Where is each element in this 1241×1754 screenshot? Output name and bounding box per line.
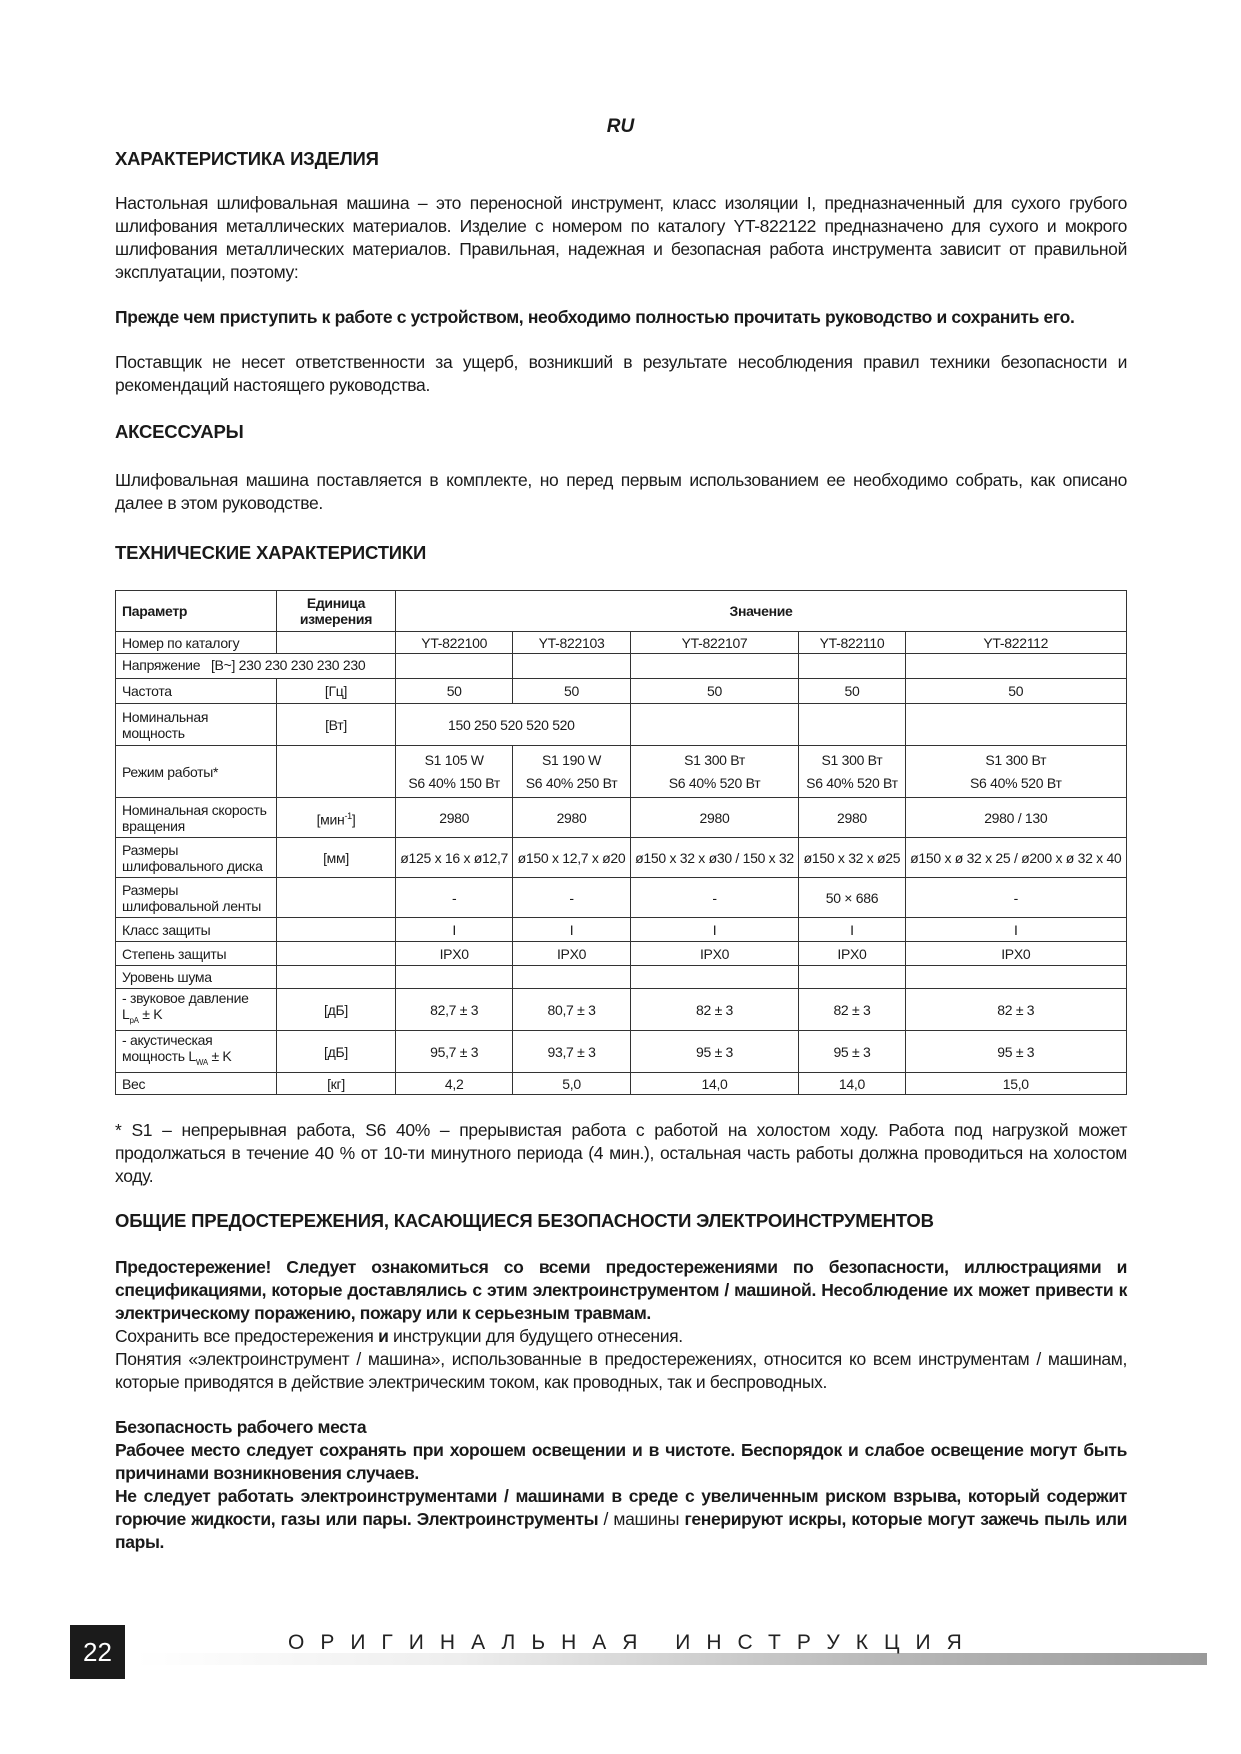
value-cell: I (396, 918, 513, 942)
empty-cell (513, 654, 630, 679)
row-unit (277, 942, 396, 966)
value-cell: 4,2 (396, 1073, 513, 1095)
value-cell: 82 ± 3 (905, 989, 1126, 1031)
safety-keep-and: и (378, 1326, 389, 1346)
mode-s1: S1 190 W (542, 752, 602, 768)
value-cell: - (630, 878, 799, 918)
value-cell: 50 (630, 679, 799, 704)
table-row-ip (116, 942, 1127, 966)
safety-keep-instructions (115, 1325, 1127, 1348)
tech-specs-heading: ТЕХНИЧЕСКИЕ ХАРАКТЕРИСТИКИ (115, 542, 427, 563)
pressure-sub: pA (129, 1015, 139, 1025)
value-cell: 50 (513, 679, 630, 704)
table-row-disc (116, 838, 1127, 878)
value-cell: ø125 x 16 x ø12,7 (396, 838, 513, 878)
value-cell: 95 ± 3 (905, 1031, 1126, 1073)
mode-cell (396, 746, 513, 798)
table-row-power (116, 704, 1127, 746)
empty-cell (905, 966, 1126, 989)
row-label: Уровень шума (116, 966, 277, 989)
voltage-cell (116, 654, 396, 679)
row-label (116, 1031, 277, 1073)
row-label: Вес (116, 1073, 277, 1095)
footer-title: ОРИГИНАЛЬНАЯ ИНСТРУКЦИЯ (288, 1631, 978, 1654)
spec-table (115, 590, 1127, 1095)
pressure-tol: ± K (142, 1006, 163, 1023)
mode-s6: S6 40% 250 Вт (525, 775, 618, 791)
safety-warning: Предостережение! Следует ознакомиться со всеми предостережениями по безопасности, иллюстрациями и спецификациями, которые доставлялись с этим электроинструментом / машиной. Несоблюдение их может привести к электрическому поражению, пожару или к серьезным травмам. (115, 1257, 1127, 1323)
row-unit (277, 798, 396, 838)
value-cell: 50 (799, 679, 905, 704)
mode-cell (799, 746, 905, 798)
language-code: RU (606, 116, 635, 137)
row-label: Размеры шлифовального диска (116, 838, 277, 878)
acoustic-label: - акустическая мощность (122, 1032, 213, 1065)
value-cell: I (799, 918, 905, 942)
empty-cell (513, 966, 630, 989)
header-unit: Единица измерения (277, 591, 396, 632)
row-label: Напряжение (122, 657, 201, 673)
accessories-text: Шлифовальная машина поставляется в комплекте, но перед первым использованием ее необходимо собрать, как описано далее в этом руководстве. (115, 470, 1127, 513)
value-cell: 80,7 ± 3 (513, 989, 630, 1031)
empty-cell (630, 966, 799, 989)
value-cell: 95 ± 3 (630, 1031, 799, 1073)
table-row-frequency (116, 679, 1127, 704)
safety-keep-text: Сохранить все предостережения (115, 1326, 374, 1346)
row-label: Номинальная скорость вращения (116, 798, 277, 838)
pressure-symbol: L (122, 1006, 130, 1023)
row-label: Номинальная мощность (116, 704, 277, 746)
mode-s6: S6 40% 150 Вт (408, 775, 500, 791)
safety-heading: ОБЩИЕ ПРЕДОСТЕРЕЖЕНИЯ, КАСАЮЩИЕСЯ БЕЗОПАСНОСТИ ЭЛЕКТРОИНСТРУМЕНТОВ (115, 1210, 934, 1231)
value-cell: 14,0 (799, 1073, 905, 1095)
supplier-disclaimer: Поставщик не несет ответственности за ущерб, возникший в результате несоблюдения правил техники безопасности и рекомендаций настоящего руководства. (115, 352, 1127, 395)
workplace-heading: Безопасность рабочего места (115, 1417, 367, 1437)
table-row-acoustic (116, 1031, 1127, 1073)
header-param: Параметр (116, 591, 277, 632)
power-values-cell (396, 704, 631, 746)
value-cell: 2980 / 130 (905, 798, 1126, 838)
row-unit (277, 746, 396, 798)
row-unit: [Гц] (277, 679, 396, 704)
read-manual-warning: Прежде чем приступить к работе с устройством, необходимо полностью прочитать руководство и сохранить его. (115, 307, 1075, 327)
row-unit (277, 878, 396, 918)
value-cell: I (513, 918, 630, 942)
table-header-row (116, 591, 1127, 632)
value-cell: IPX0 (630, 942, 799, 966)
mode-s6: S6 40% 520 Вт (970, 775, 1062, 791)
mode-s1: S1 300 Вт (821, 752, 883, 768)
row-unit (277, 632, 396, 654)
workplace-text-2c: генерируют искры, которые могут зажечь пыль или пары. (115, 1509, 1127, 1552)
value-cell: 2980 (630, 798, 799, 838)
value-cell: 82 ± 3 (630, 989, 799, 1031)
value-cell: IPX0 (905, 942, 1126, 966)
row-label: Класс защиты (116, 918, 277, 942)
empty-cell (396, 966, 513, 989)
table-footnote: * S1 – непрерывная работа, S6 40% – прерывистая работа с работой на холостом ходу. Работа под нагрузкой может продолжаться в течение 40 % от 10-ти минутного периода (4 мин.), остальная часть работы должна проводиться на холостом ходу. (115, 1120, 1127, 1186)
page-number: 22 (70, 1625, 125, 1679)
acoustic-sub: WA (195, 1057, 208, 1067)
mode-s6: S6 40% 520 Вт (668, 775, 761, 791)
acoustic-symbol: L (188, 1048, 196, 1065)
value-cell: 2980 (396, 798, 513, 838)
row-label: Частота (116, 679, 277, 704)
row-unit: [дБ] (277, 989, 396, 1031)
value-cell: 14,0 (630, 1073, 799, 1095)
mode-s1: S1 300 Вт (684, 752, 745, 768)
value-cell: - (396, 878, 513, 918)
speed-unit-end: ] (351, 811, 356, 828)
model-cell: YT-822103 (513, 632, 630, 654)
row-label: Размеры шлифовальной ленты (116, 878, 277, 918)
value-cell: 95,7 ± 3 (396, 1031, 513, 1073)
workplace-text-2a: Не следует работать электроинструментами / машинами в среде с увеличенным риском взрыва, который содержит горючие жидкости, газы или пары. Электроинструменты (115, 1486, 1127, 1529)
table-row-voltage (116, 654, 1127, 679)
row-label (116, 989, 277, 1031)
empty-cell (799, 966, 905, 989)
header-value: Значение (396, 591, 1127, 632)
table-row-pressure (116, 989, 1127, 1031)
empty-cell (396, 654, 513, 679)
workplace-text-2b: / машины (603, 1509, 680, 1529)
row-unit: [дБ] (277, 1031, 396, 1073)
row-unit (277, 918, 396, 942)
value-cell: 82,7 ± 3 (396, 989, 513, 1031)
workplace-text-1: Рабочее место следует сохранять при хорошем освещении и в чистоте. Беспорядок и слабое освещение могут быть причинами возникновения случаев. (115, 1440, 1127, 1483)
empty-cell (630, 704, 799, 746)
value-cell: ø150 x 32 x ø30 / 150 x 32 (630, 838, 799, 878)
model-cell: YT-822100 (396, 632, 513, 654)
value-cell: I (630, 918, 799, 942)
row-unit: [кг] (277, 1073, 396, 1095)
empty-cell (799, 654, 905, 679)
page-footer (0, 1625, 1241, 1685)
value-cell: 50 (905, 679, 1126, 704)
value-cell: 15,0 (905, 1073, 1126, 1095)
workplace-text-2 (115, 1485, 1127, 1554)
value-cell: ø150 x ø 32 x 25 / ø200 x ø 32 x 40 (905, 838, 1126, 878)
value-cell: 5,0 (513, 1073, 630, 1095)
speed-unit-sup: -1 (344, 810, 352, 821)
value-cell: 50 × 686 (799, 878, 905, 918)
pressure-label: - звуковое давление (122, 990, 249, 1007)
table-row-weight (116, 1073, 1127, 1095)
model-cell: YT-822110 (799, 632, 905, 654)
table-row-catalog (116, 632, 1127, 654)
mode-cell (905, 746, 1126, 798)
power-values: 150 250 520 520 520 (448, 716, 575, 733)
mode-s1: S1 300 Вт (985, 752, 1047, 768)
row-label: Режим работы* (116, 746, 277, 798)
acoustic-tol: ± K (211, 1048, 232, 1065)
row-unit: [Вт] (277, 704, 396, 746)
row-label: Степень защиты (116, 942, 277, 966)
value-cell: IPX0 (396, 942, 513, 966)
speed-unit: [мин (316, 811, 345, 828)
empty-cell (630, 654, 799, 679)
empty-cell (277, 966, 396, 989)
mode-cell (630, 746, 799, 798)
row-label: Номер по каталогу (116, 632, 277, 654)
value-cell: - (513, 878, 630, 918)
value-cell: 2980 (799, 798, 905, 838)
empty-cell (905, 654, 1126, 679)
value-cell: - (905, 878, 1126, 918)
value-cell: ø150 x 12,7 x ø20 (513, 838, 630, 878)
table-row-belt (116, 878, 1127, 918)
page-content (115, 148, 1127, 1554)
table-row-mode (116, 746, 1127, 798)
value-cell: 93,7 ± 3 (513, 1031, 630, 1073)
mode-s6: S6 40% 520 Вт (806, 775, 898, 791)
value-cell: 95 ± 3 (799, 1031, 905, 1073)
empty-cell (799, 704, 905, 746)
value-cell: I (905, 918, 1126, 942)
safety-concept: Понятия «электроинструмент / машина», использованные в предостережениях, относится ко всем инструментам / машинам, которые приводятся в действие электрическим током, как проводных, так и беспроводных. (115, 1349, 1127, 1392)
product-heading: ХАРАКТЕРИСТИКА ИЗДЕЛИЯ (115, 148, 379, 169)
row-unit: [мм] (277, 838, 396, 878)
table-row-noise (116, 966, 1127, 989)
model-cell: YT-822112 (905, 632, 1126, 654)
mode-cell (513, 746, 630, 798)
voltage-unit: [В~] (210, 657, 236, 673)
voltage-values: 230 230 230 230 230 (238, 657, 366, 673)
table-row-speed (116, 798, 1127, 838)
table-row-class (116, 918, 1127, 942)
value-cell: 2980 (513, 798, 630, 838)
value-cell: IPX0 (799, 942, 905, 966)
value-cell: IPX0 (513, 942, 630, 966)
model-cell: YT-822107 (630, 632, 799, 654)
value-cell: 50 (396, 679, 513, 704)
value-cell: 82 ± 3 (799, 989, 905, 1031)
value-cell: ø150 x 32 x ø25 (799, 838, 905, 878)
mode-s1: S1 105 W (424, 752, 484, 768)
accessories-heading: АКСЕССУАРЫ (115, 421, 244, 442)
safety-keep-text-end: инструкции для будущего отнесения. (393, 1326, 683, 1346)
empty-cell (905, 704, 1126, 746)
product-description: Настольная шлифовальная машина – это переносной инструмент, класс изоляции I, предназначенный для сухого грубого шлифования металлических материалов. Изделие с номером по каталогу YT-822122 предназначено для сухого и мокрого шлифования металлических материалов. Правильная, надежная и безопасная работа инструмента зависит от правильной эксплуатации, поэтому: (115, 193, 1127, 282)
